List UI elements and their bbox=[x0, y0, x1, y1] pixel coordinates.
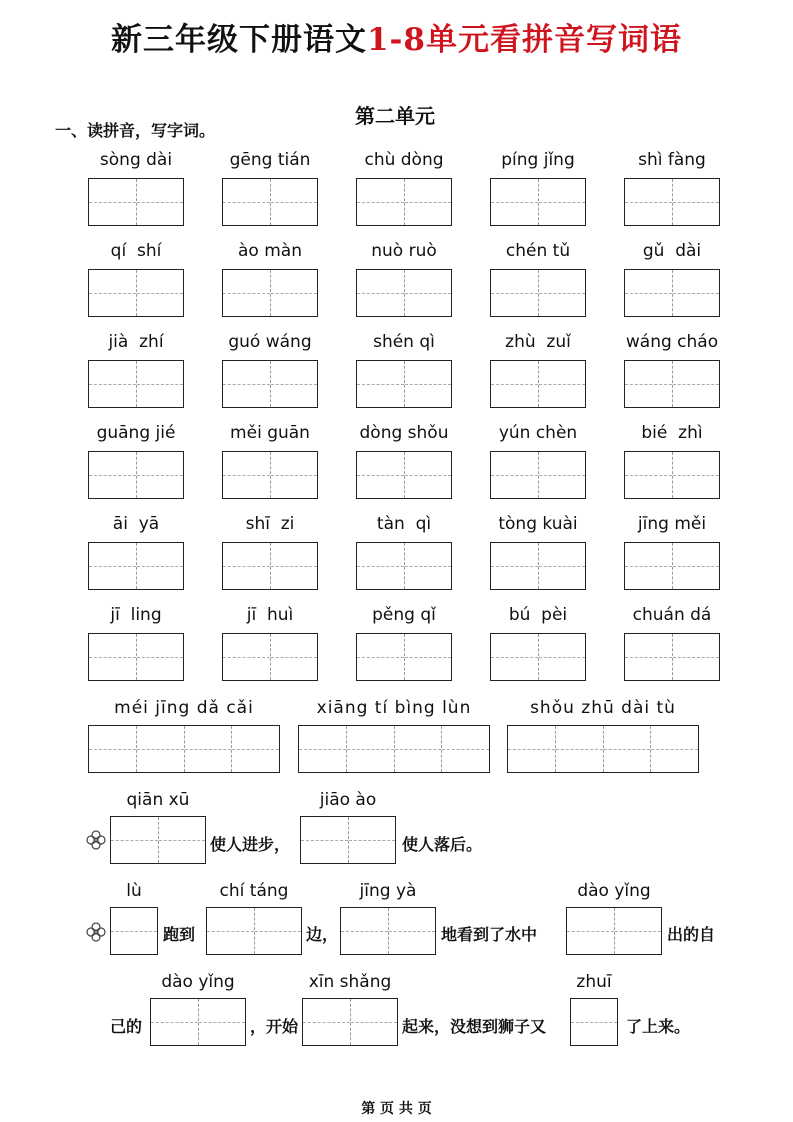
section-heading: 一、读拼音，写字词。 bbox=[55, 121, 216, 140]
word-pinyin: bié zhì bbox=[641, 423, 703, 443]
word-pinyin: jīng měi bbox=[637, 514, 707, 534]
word-pinyin: guāng jié bbox=[96, 423, 176, 443]
word-answer-box[interactable] bbox=[222, 360, 318, 408]
sentence-pinyin: chí táng bbox=[219, 881, 289, 901]
long-word-box[interactable] bbox=[507, 725, 699, 773]
answer-box[interactable] bbox=[110, 816, 206, 864]
word-answer-box[interactable] bbox=[222, 633, 318, 681]
flower-icon bbox=[86, 922, 106, 942]
word-answer-box[interactable] bbox=[222, 451, 318, 499]
sentence-pinyin: lù bbox=[126, 881, 142, 901]
sentence-text: 使人进步， bbox=[210, 835, 291, 854]
long-word-box[interactable] bbox=[88, 725, 280, 773]
word-answer-box[interactable] bbox=[490, 542, 586, 590]
page-title: 新三年级下册语文1-8单元看拼音写词语 bbox=[110, 22, 682, 58]
word-answer-box[interactable] bbox=[222, 178, 318, 226]
word-answer-box[interactable] bbox=[624, 269, 720, 317]
word-answer-box[interactable] bbox=[356, 451, 452, 499]
word-answer-box[interactable] bbox=[88, 451, 184, 499]
word-pinyin: pěng qǐ bbox=[372, 605, 436, 625]
long-word-pinyin: méi jīng dǎ cǎi bbox=[114, 698, 254, 718]
word-pinyin: jià zhí bbox=[108, 332, 164, 352]
word-pinyin: wáng cháo bbox=[625, 332, 719, 352]
sentence-text: ，开始 bbox=[250, 1017, 299, 1036]
word-answer-box[interactable] bbox=[356, 269, 452, 317]
word-answer-box[interactable] bbox=[88, 269, 184, 317]
word-pinyin: nuò ruò bbox=[371, 241, 437, 261]
sentence-pinyin: jiāo ào bbox=[319, 790, 377, 810]
sentence-text: 地看到了水中 bbox=[441, 925, 538, 944]
sentence-text: 起来，没想到狮子又 bbox=[402, 1017, 547, 1036]
word-pinyin: yún chèn bbox=[498, 423, 578, 443]
word-pinyin: guó wáng bbox=[228, 332, 312, 352]
sentence-pinyin: xīn shǎng bbox=[308, 972, 392, 992]
answer-box[interactable] bbox=[206, 907, 302, 955]
sentence-text: 己的 bbox=[110, 1017, 143, 1036]
word-answer-box[interactable] bbox=[356, 633, 452, 681]
word-answer-box[interactable] bbox=[490, 451, 586, 499]
word-pinyin: āi yā bbox=[112, 514, 160, 534]
word-pinyin: zhù zuǐ bbox=[505, 332, 571, 352]
word-pinyin: shī zi bbox=[245, 514, 295, 534]
sentence-text: 跑到 bbox=[163, 925, 196, 944]
word-pinyin: chù dòng bbox=[364, 150, 444, 170]
word-pinyin: tàn qì bbox=[376, 514, 432, 534]
word-pinyin: píng jǐng bbox=[501, 150, 575, 170]
answer-box[interactable] bbox=[302, 998, 398, 1046]
sentence-text: 出的自 bbox=[667, 925, 716, 944]
word-pinyin: měi guān bbox=[230, 423, 310, 443]
word-answer-box[interactable] bbox=[624, 451, 720, 499]
flower-icon bbox=[86, 830, 106, 850]
word-answer-box[interactable] bbox=[624, 633, 720, 681]
word-answer-box[interactable] bbox=[490, 360, 586, 408]
word-answer-box[interactable] bbox=[356, 178, 452, 226]
long-word-box[interactable] bbox=[298, 725, 490, 773]
word-answer-box[interactable] bbox=[624, 360, 720, 408]
sentence-text: 边， bbox=[306, 925, 339, 944]
answer-box[interactable] bbox=[570, 998, 618, 1046]
word-pinyin: gēng tián bbox=[229, 150, 311, 170]
word-answer-box[interactable] bbox=[624, 178, 720, 226]
long-word-pinyin: shǒu zhū dài tù bbox=[530, 698, 676, 718]
unit-heading: 第二单元 bbox=[355, 104, 435, 128]
sentence-pinyin: dào yǐng bbox=[577, 881, 651, 901]
word-answer-box[interactable] bbox=[490, 178, 586, 226]
sentence-text: 了上来。 bbox=[626, 1017, 691, 1036]
word-pinyin: chuán dá bbox=[632, 605, 712, 625]
long-word-pinyin: xiāng tí bìng lùn bbox=[316, 698, 472, 718]
word-pinyin: jī huì bbox=[246, 605, 294, 625]
word-pinyin: qí shí bbox=[110, 241, 162, 261]
word-pinyin: bú pèi bbox=[508, 605, 568, 625]
answer-box[interactable] bbox=[340, 907, 436, 955]
sentence-pinyin: jīng yà bbox=[359, 881, 417, 901]
word-answer-box[interactable] bbox=[356, 360, 452, 408]
word-pinyin: tòng kuài bbox=[498, 514, 578, 534]
word-answer-box[interactable] bbox=[88, 633, 184, 681]
word-answer-box[interactable] bbox=[624, 542, 720, 590]
word-pinyin: sòng dài bbox=[99, 150, 173, 170]
word-pinyin: ào màn bbox=[238, 241, 302, 261]
answer-box[interactable] bbox=[150, 998, 246, 1046]
word-answer-box[interactable] bbox=[222, 269, 318, 317]
word-pinyin: shén qì bbox=[373, 332, 435, 352]
sentence-text: 使人落后。 bbox=[402, 835, 483, 854]
word-pinyin: gǔ dài bbox=[642, 241, 702, 261]
word-answer-box[interactable] bbox=[88, 542, 184, 590]
page-footer: 第 页 共 页 bbox=[361, 1101, 432, 1117]
word-answer-box[interactable] bbox=[356, 542, 452, 590]
sentence-pinyin: qiān xū bbox=[126, 790, 190, 810]
word-answer-box[interactable] bbox=[490, 633, 586, 681]
answer-box[interactable] bbox=[566, 907, 662, 955]
word-answer-box[interactable] bbox=[222, 542, 318, 590]
word-pinyin: shì fàng bbox=[638, 150, 706, 170]
word-pinyin: jī ling bbox=[110, 605, 162, 625]
word-answer-box[interactable] bbox=[490, 269, 586, 317]
sentence-pinyin: zhuī bbox=[576, 972, 612, 992]
word-answer-box[interactable] bbox=[88, 360, 184, 408]
word-answer-box[interactable] bbox=[88, 178, 184, 226]
answer-box[interactable] bbox=[300, 816, 396, 864]
answer-box[interactable] bbox=[110, 907, 158, 955]
word-pinyin: chén tǔ bbox=[505, 241, 571, 261]
sentence-pinyin: dào yǐng bbox=[161, 972, 235, 992]
word-pinyin: dòng shǒu bbox=[359, 423, 449, 443]
